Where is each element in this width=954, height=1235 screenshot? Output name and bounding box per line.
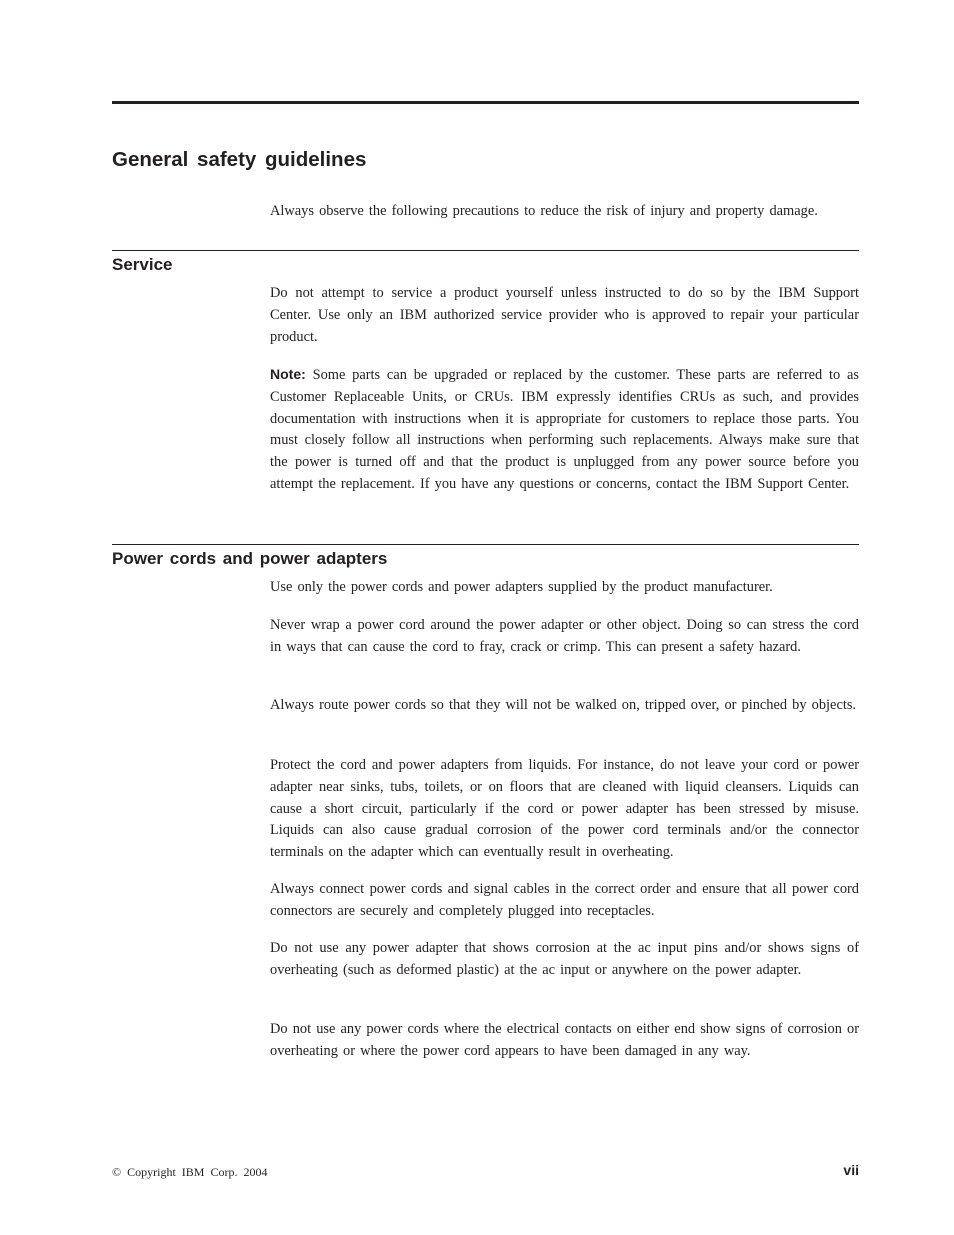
power-paragraph-2: Never wrap a power cord around the power adapter or other object. Doing so can stress the cord in ways that can cause the cord to fray, crack or crimp. This can present a safety hazard. [270,617,859,655]
copyright-notice: © Copyright IBM Corp. 2004 [112,1165,268,1179]
service-paragraph: Do not attempt to service a product yourself unless instructed to do so by the IBM Support Center. Use only an IBM authorized service provider who is approved to repair your particular product. [270,285,859,345]
section-divider-service [112,250,859,251]
note-label: Note: [270,366,306,382]
power-paragraph-5: Always connect power cords and signal cables in the correct order and ensure that all power cord connectors are securely and completely plugged into receptacles. [270,881,859,919]
page-title: General safety guidelines [112,148,367,171]
page-number: vii [843,1162,859,1178]
service-note [270,364,859,496]
intro-paragraph: Always observe the following precautions to reduce the risk of injury and property damage. [270,203,818,219]
note-text: Some parts can be upgraded or replaced by the customer. These parts are referred to as Customer Replaceable Units, or CRUs. IBM expressly identifies CRUs as such, and provides documentation with instructions when it is appropriate for customers to replace those parts. You must closely follow all instructions when performing such replacements. Always make sure that the power is turned off and that the product is unplugged from any power source before you attempt the replacement. If you have any questions or concerns, contact the IBM Support Center. [270,367,859,492]
power-paragraph-3: Always route power cords so that they will not be walked on, tripped over, or pinched by objects. [270,697,857,713]
top-rule [112,101,859,104]
section-divider-power [112,544,859,545]
section-heading-power: Power cords and power adapters [112,549,388,568]
power-paragraph-6: Do not use any power adapter that shows corrosion at the ac input pins and/or shows signs of overheating (such as deformed plastic) at the ac input or anywhere on the power adapter. [270,940,859,978]
power-paragraph-7: Do not use any power cords where the electrical contacts on either end show signs of corrosion or overheating or where the power cord appears to have been damaged in any way. [270,1021,859,1059]
section-heading-service: Service [112,255,173,274]
power-paragraph-1: Use only the power cords and power adapters supplied by the product manufacturer. [270,579,773,595]
power-paragraph-4: Protect the cord and power adapters from liquids. For instance, do not leave your cord or power adapter near sinks, tubs, toilets, or on floors that are cleaned with liquid cleansers. Liquids can cause a short circuit, particularly if the cord or power adapter has been stressed by misuse. Liquids can also cause gradual corrosion of the power cord terminals and/or the connector terminals on the adapter which can eventually result in overheating. [270,757,859,861]
